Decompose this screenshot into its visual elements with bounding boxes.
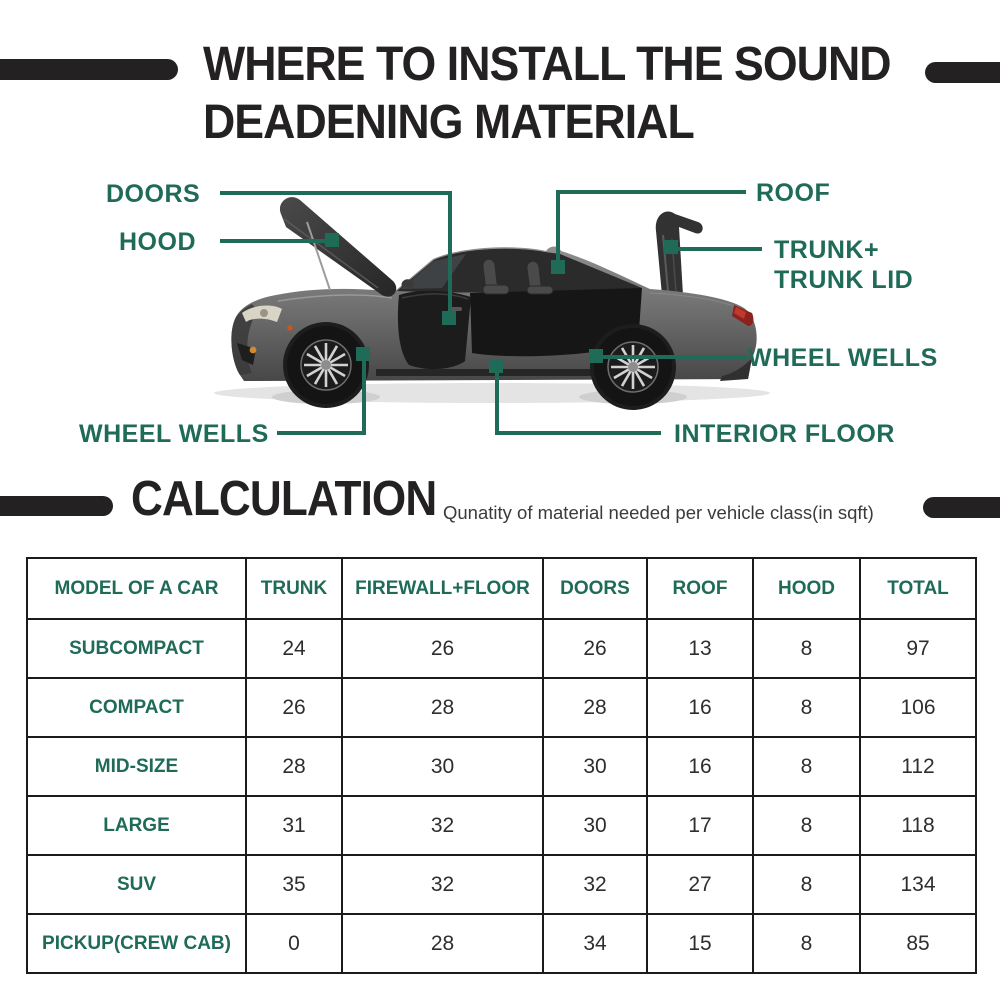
row-model: SUBCOMPACT <box>27 619 246 678</box>
trunk-leader-endpoint <box>664 240 678 254</box>
table-row <box>27 914 976 973</box>
cell-hood: 8 <box>753 796 860 855</box>
column-header-doors: DOORS <box>543 558 647 619</box>
cell-roof: 16 <box>647 678 753 737</box>
cell-trunk: 26 <box>246 678 342 737</box>
cell-doors: 34 <box>543 914 647 973</box>
cell-hood: 8 <box>753 678 860 737</box>
roof-leader-horizontal <box>556 190 746 194</box>
table-row <box>27 855 976 914</box>
label-wheel-wells-right: WHEEL WELLS <box>748 344 938 372</box>
cell-total: 118 <box>860 796 976 855</box>
cell-total: 112 <box>860 737 976 796</box>
interior-floor-leader-endpoint <box>489 359 503 373</box>
decorative-bar-calc-right <box>923 497 1000 518</box>
label-trunk <box>774 235 913 295</box>
cell-hood: 8 <box>753 737 860 796</box>
row-model: LARGE <box>27 796 246 855</box>
page-title-line2: DEADENING MATERIAL <box>203 96 694 149</box>
cell-roof: 15 <box>647 914 753 973</box>
page-title-line1: WHERE TO INSTALL THE SOUND <box>203 38 891 91</box>
doors-leader-horizontal <box>220 191 452 195</box>
wheel-wells-right-leader-endpoint <box>589 349 603 363</box>
cell-roof: 13 <box>647 619 753 678</box>
cell-firewall-floor: 32 <box>342 855 543 914</box>
page-title <box>203 36 891 152</box>
column-header-model: MODEL OF A CAR <box>27 558 246 619</box>
cell-hood: 8 <box>753 619 860 678</box>
column-header-total: TOTAL <box>860 558 976 619</box>
label-roof: ROOF <box>756 179 831 207</box>
material-calculation-table <box>26 557 977 974</box>
roof-leader-vertical <box>556 190 560 266</box>
cell-firewall-floor: 28 <box>342 914 543 973</box>
wheel-wells-left-leader-vertical <box>362 354 366 435</box>
hood-leader-horizontal <box>220 239 330 243</box>
cell-doors: 30 <box>543 737 647 796</box>
column-header-roof: ROOF <box>647 558 753 619</box>
trunk-leader-horizontal <box>678 247 762 251</box>
decorative-bar-calc-left <box>0 496 113 516</box>
cell-roof: 27 <box>647 855 753 914</box>
cell-roof: 16 <box>647 737 753 796</box>
cell-trunk: 0 <box>246 914 342 973</box>
cell-doors: 32 <box>543 855 647 914</box>
label-hood: HOOD <box>119 228 196 256</box>
label-trunk-line2: TRUNK LID <box>774 266 914 294</box>
cell-firewall-floor: 32 <box>342 796 543 855</box>
cell-firewall-floor: 30 <box>342 737 543 796</box>
cell-total: 97 <box>860 619 976 678</box>
table-row <box>27 737 976 796</box>
cell-roof: 17 <box>647 796 753 855</box>
row-model: MID-SIZE <box>27 737 246 796</box>
row-model: PICKUP(CREW CAB) <box>27 914 246 973</box>
label-interior-floor: INTERIOR FLOOR <box>674 420 895 448</box>
roof-leader-endpoint <box>551 260 565 274</box>
doors-leader-endpoint <box>442 311 456 325</box>
cell-hood: 8 <box>753 914 860 973</box>
car-illustration <box>180 195 780 430</box>
column-header-hood: HOOD <box>753 558 860 619</box>
label-trunk-line1: TRUNK+ <box>774 236 880 264</box>
wheel-wells-left-leader-endpoint <box>356 347 370 361</box>
hood-leader-endpoint <box>325 233 339 247</box>
table-row <box>27 678 976 737</box>
decorative-bar-right <box>925 62 1000 83</box>
label-wheel-wells-left: WHEEL WELLS <box>79 420 269 448</box>
cell-doors: 30 <box>543 796 647 855</box>
label-doors: DOORS <box>106 180 201 208</box>
cell-doors: 28 <box>543 678 647 737</box>
doors-leader-vertical <box>448 191 452 318</box>
table-row <box>27 796 976 855</box>
cell-trunk: 35 <box>246 855 342 914</box>
cell-trunk: 28 <box>246 737 342 796</box>
cell-hood: 8 <box>753 855 860 914</box>
cell-total: 134 <box>860 855 976 914</box>
interior-floor-leader-vertical <box>495 369 499 435</box>
wheel-wells-right-leader-horizontal <box>601 355 747 359</box>
interior-floor-leader-horizontal <box>495 431 661 435</box>
calculation-subtitle: Qunatity of material needed per vehicle class(in sqft) <box>443 502 874 523</box>
row-model: SUV <box>27 855 246 914</box>
cell-total: 106 <box>860 678 976 737</box>
cell-firewall-floor: 28 <box>342 678 543 737</box>
cell-trunk: 24 <box>246 619 342 678</box>
row-model: COMPACT <box>27 678 246 737</box>
table-header-row <box>27 558 976 619</box>
cell-trunk: 31 <box>246 796 342 855</box>
decorative-bar-left <box>0 59 178 80</box>
wheel-wells-left-leader-horizontal <box>277 431 366 435</box>
column-header-trunk: TRUNK <box>246 558 342 619</box>
cell-total: 85 <box>860 914 976 973</box>
table-row <box>27 619 976 678</box>
column-header-firewall-floor: FIREWALL+FLOOR <box>342 558 543 619</box>
calculation-heading: CALCULATION <box>131 472 437 526</box>
cell-doors: 26 <box>543 619 647 678</box>
cell-firewall-floor: 26 <box>342 619 543 678</box>
